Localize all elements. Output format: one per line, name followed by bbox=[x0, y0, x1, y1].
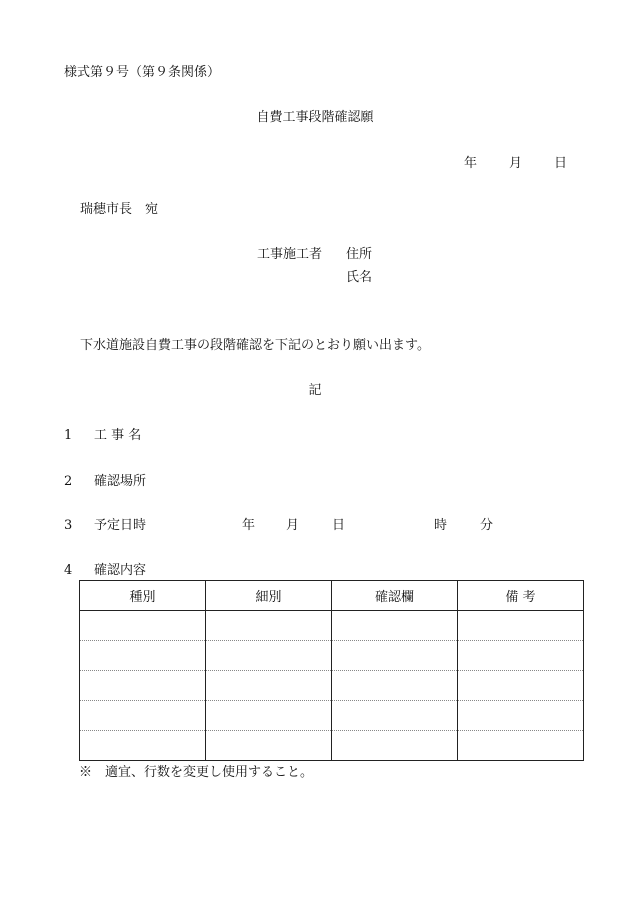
table-cell[interactable] bbox=[332, 671, 458, 701]
item-label-construction-name: 工 事 名 bbox=[94, 428, 142, 443]
table-row bbox=[80, 731, 584, 761]
header-confirmation: 確認欄 bbox=[332, 581, 458, 611]
table-cell[interactable] bbox=[206, 641, 332, 671]
item-number: 3 bbox=[64, 518, 73, 533]
date-month-label: 月 bbox=[509, 156, 523, 171]
usage-note: ※ 適宜、行数を変更し使用すること。 bbox=[79, 765, 314, 780]
inspection-table bbox=[79, 580, 584, 761]
request-statement: 下水道施設自費工事の段階確認を下記のとおり願い出ます。 bbox=[80, 338, 430, 353]
item-number: 4 bbox=[64, 563, 73, 578]
schedule-month-label: 月 bbox=[286, 518, 300, 533]
table-cell[interactable] bbox=[458, 641, 584, 671]
header-subtype: 細別 bbox=[206, 581, 332, 611]
item-number: 2 bbox=[64, 474, 73, 489]
item-label-inspection-place: 確認場所 bbox=[94, 474, 147, 489]
address-label: 住所 bbox=[346, 247, 373, 262]
table-row bbox=[80, 611, 584, 641]
header-remarks: 備 考 bbox=[458, 581, 584, 611]
schedule-minute-label: 分 bbox=[480, 518, 494, 533]
item-label-scheduled-datetime: 予定日時 bbox=[94, 518, 147, 533]
table-cell[interactable] bbox=[80, 701, 206, 731]
table-cell[interactable] bbox=[80, 731, 206, 761]
schedule-day-label: 日 bbox=[332, 518, 346, 533]
table-cell[interactable] bbox=[332, 641, 458, 671]
contractor-label: 工事施工者 bbox=[257, 247, 323, 262]
header-type: 種別 bbox=[80, 581, 206, 611]
table-cell[interactable] bbox=[206, 611, 332, 641]
name-label: 氏名 bbox=[346, 270, 373, 285]
table-cell[interactable] bbox=[206, 701, 332, 731]
table-cell[interactable] bbox=[458, 701, 584, 731]
table-cell[interactable] bbox=[80, 641, 206, 671]
addressee: 瑞穂市長 宛 bbox=[80, 202, 159, 217]
table-cell[interactable] bbox=[206, 731, 332, 761]
table-body bbox=[80, 611, 584, 761]
date-year-label: 年 bbox=[464, 156, 478, 171]
table-cell[interactable] bbox=[458, 671, 584, 701]
schedule-year-label: 年 bbox=[242, 518, 256, 533]
table-row bbox=[80, 641, 584, 671]
form-number: 様式第９号（第９条関係） bbox=[64, 65, 221, 80]
table-cell[interactable] bbox=[332, 731, 458, 761]
table-cell[interactable] bbox=[332, 701, 458, 731]
table-cell[interactable] bbox=[206, 671, 332, 701]
table-row bbox=[80, 671, 584, 701]
item-number: 1 bbox=[64, 428, 73, 443]
table-cell[interactable] bbox=[80, 611, 206, 641]
table-cell[interactable] bbox=[332, 611, 458, 641]
table-header-row bbox=[80, 581, 584, 611]
table-cell[interactable] bbox=[80, 671, 206, 701]
date-day-label: 日 bbox=[554, 156, 568, 171]
table-row bbox=[80, 701, 584, 731]
table-cell[interactable] bbox=[458, 731, 584, 761]
document-title: 自費工事段階確認願 bbox=[256, 110, 374, 125]
item-label-inspection-content: 確認内容 bbox=[94, 563, 147, 578]
schedule-hour-label: 時 bbox=[434, 518, 448, 533]
ki-heading: 記 bbox=[308, 383, 322, 398]
table-cell[interactable] bbox=[458, 611, 584, 641]
